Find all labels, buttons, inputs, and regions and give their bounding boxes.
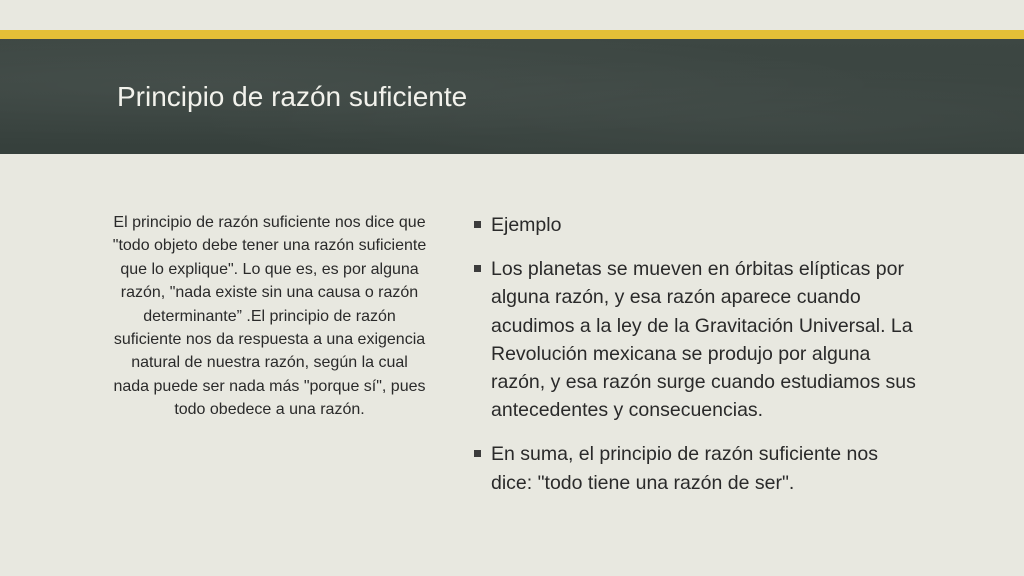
- bullet-item-planetas: [472, 255, 922, 424]
- bullet-text: Los planetas se mueven en órbitas elípticas por alguna razón, y esa razón aparece cuando acudimos a la ley de la Gravitación Universal. La Revolución mexicana se produjo por alguna razón, y esa razón surge cuando estudiamos sus antecedentes y consecuencias.: [491, 258, 916, 422]
- square-bullet-icon: [474, 221, 481, 228]
- square-bullet-icon: [474, 450, 481, 457]
- bullet-list: [472, 211, 922, 497]
- square-bullet-icon: [474, 265, 481, 272]
- bullet-text: En suma, el principio de razón suficiente nos dice: "todo tiene una razón de ser".: [491, 443, 878, 494]
- top-margin-strip: [0, 0, 1024, 30]
- slide-title: Principio de razón suficiente: [117, 81, 468, 112]
- accent-bar: [0, 30, 1024, 39]
- left-text-block: El principio de razón suficiente nos dice que "todo objeto debe tener una razón suficiente que lo explique". Lo que es, es por alguna razón, "nada existe sin una causa o razón determinante” .El principio de razón suficiente nos da respuesta a una exigencia natural de nuestra razón, según la cual nada puede ser nada más "porque sí", pues todo obedece a una razón.: [112, 214, 427, 419]
- bullet-item-en-suma: [472, 440, 922, 496]
- bullet-text: Ejemplo: [491, 214, 562, 236]
- bullet-item-ejemplo: [472, 211, 922, 239]
